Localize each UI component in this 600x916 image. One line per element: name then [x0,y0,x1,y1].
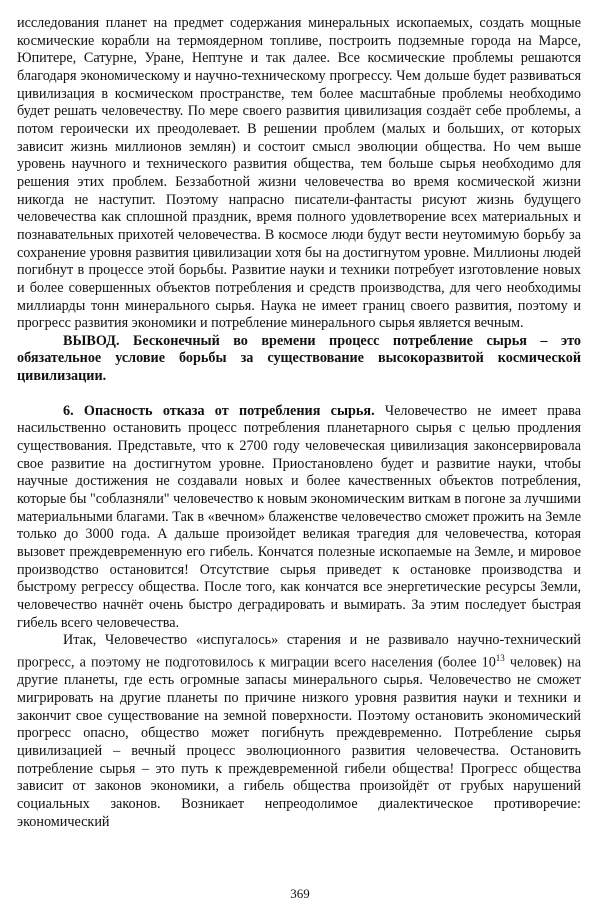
conclusion-paragraph: ВЫВОД. Бесконечный во времени процесс потребление сырья – это обязательное условие борьбы за существование высокоразвитой космической цивилизации. [17,332,581,385]
page-number: 369 [290,886,310,901]
population-exponent: 13 [495,652,505,663]
migration-text-rest: человек) на другие планеты, где есть огромные запасы минерального сырья. Человечество не сможет мигрировать на другие планеты по причине низкого уровня развития науки и техники и закончит свое существование на земной поверхности. Поэтому остановить экономический прогресс опасно, общество может погибнуть преждевременно. Потребление сырья цивилизацией – вечный процесс эволюционного развития человечества. Остановить потребление сырья – это путь к преждевременной гибели общества! Прогресс общества зависит от законов экономики, а гибель общества произойдёт от грубых нарушений социальных законов. Возникает непреодолимое диалектическое противоречие: экономический [17,654,581,830]
section-text: Человечество не имеет права насильственно остановить процесс потребления планетарного сырья с целью продления существования. Представьте, что к 2700 году человеческая цивилизация законсервировала свое развитие на достигнутом уровне. Приостановлено будет и развитие науки, чтобы научные достижения не создавали новых и более качественных объектов потребления, которые бы "соблазняли" человечество к новым экономическим виткам в погоне за лучшими материальными благами. Так в «вечном» блаженстве человечество сможет прожить на Земле только до 3000 года. А дальше произойдет великая трагедия для человечества, которая вызовет преждевременную его гибель. Кончатся полезные ископаемые на Земле, и мировое производство остановится! Отсутствие сырья приведет к остановке производства и быстрому регрессу общества. После того, как кончатся все энергетические ресурсы Земли, человечество начнёт очень быстро деградировать и вымирать. За этим последует быстрая гибель всего человечества. [17,402,581,631]
section-gap [17,386,581,403]
section-heading: 6. Опасность отказа от потребления сырья. [63,402,375,419]
document-page [17,15,581,831]
section-6-paragraph [17,403,581,633]
paragraph-space-problems: исследования планет на предмет содержания минеральных ископаемых, создать мощные космические корабли на термоядерном топливе, построить подземные города на Марсе, Юпитере, Сатурне, Уране, Нептуне и так далее. Все космические проблемы решаются благодаря экономическому и научно-техническому прогрессу. Чем дольше будет развиваться цивилизация в космическом пространстве, тем более масштабные проблемы необходимо будет решать человечеству. По мере своего развития цивилизация создаёт себе проблемы, а потом героически их преодолевает. В решении проблем (малых и больших, от которых зависит жизнь миллионов землян) и состоит смысл эволюции общества. Но чем выше уровень научного и технического развития общества, тем больше сырья необходимо для решения этих проблем. Беззаботной жизни человечества во время космической жизни никогда не наступит. Поэтому напрасно писатели-фантасты рисуют жизнь будущего человечества как сплошной праздник, время полного удовлетворение всех материальных и познавательных прихотей человечества. В космосе люди будут вести неутомимую борьбу за сохранение уровня развития цивилизации хотя бы на достигнутом уровне. Миллионы людей погибнут в процессе этой борьбы. Развитие науки и техники потребует изготовление новых и более совершенных объектов потребления и средств производства, для чего необходимы миллиарды тонн минерального сырья. Наука не имеет границ своего развития, поэтому и прогресс развития экономики и потребление минерального сырья является вечным. [17,15,581,332]
migration-text-start: Итак, Человечество «испугалось» старения и не развивало научно-технический прогресс, а поэтому не подготовилось к миграции всего населения (более 10 [17,632,581,671]
paragraph-migration [17,632,581,831]
